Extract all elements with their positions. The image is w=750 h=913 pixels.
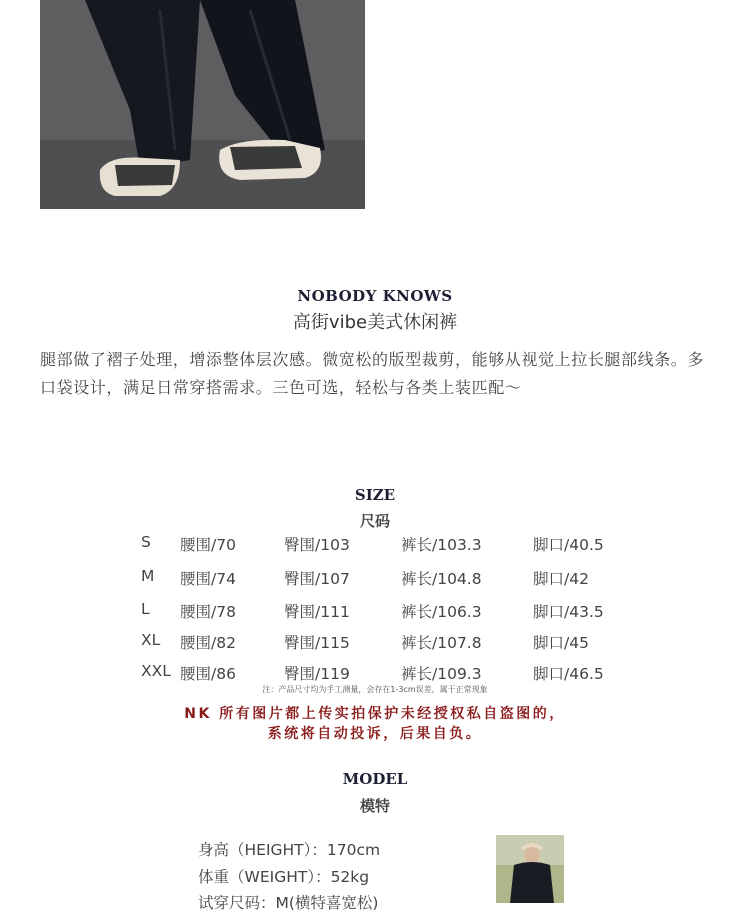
size-title-en: SIZE [354,486,396,504]
hip-value: 臀围/107 [284,570,350,588]
length-value: 裤长/104.8 [401,570,482,588]
length-value: 裤长/106.3 [401,603,482,621]
copyright-warning-line1: NK 所有图片都上传实拍保护未经授权私自盗图的， [184,706,566,722]
hem-value: 脚口/42 [533,570,589,588]
size-label: L [141,600,150,618]
hip-value: 臀围/111 [284,603,350,621]
hip-value: 臀围/115 [284,634,350,652]
hem-value: 脚口/40.5 [533,536,604,554]
waist-value: 腰围/86 [180,665,236,683]
hem-value: 脚口/45 [533,634,589,652]
measurement-note: 注：产品尺寸均为手工测量，会存在1-3cm误差，属于正常现象 [262,685,488,694]
product-subtitle: 高街vibe美式休闲裤 [292,312,458,333]
brand-title: NOBODY KNOWS [297,287,453,305]
model-height: 身高（HEIGHT）：170cm [198,841,381,859]
hem-value: 脚口/43.5 [533,603,604,621]
model-weight: 体重（WEIGHT）：52kg [198,868,370,886]
size-label: M [141,567,155,585]
waist-value: 腰围/82 [180,634,236,652]
hem-value: 脚口/46.5 [533,665,604,683]
product-photo [40,0,365,209]
size-label: XL [141,631,161,649]
size-row-xl [0,631,750,655]
size-label: XXL [141,662,171,680]
length-value: 裤长/107.8 [401,634,482,652]
length-value: 裤长/109.3 [401,665,482,683]
waist-value: 腰围/78 [180,603,236,621]
product-description: 腿部做了褶子处理，增添整体层次感。微宽松的版型裁剪，能够从视觉上拉长腿部线条。多口袋设计，满足日常穿搭需求。三色可选，轻松与各类上装匹配～ [40,350,705,397]
waist-value: 腰围/70 [180,536,236,554]
size-row-s [0,533,750,557]
size-title-zh: 尺码 [359,512,390,530]
size-row-l [0,600,750,624]
length-value: 裤长/103.3 [401,536,482,554]
size-row-xxl [0,662,750,686]
copyright-warning-line2: 系统将自动投诉，后果自负。 [267,726,483,742]
waist-value: 腰围/74 [180,570,236,588]
model-title-zh: 模特 [359,797,390,815]
model-fit-size: 试穿尺码：M(横特喜宽松) [198,894,379,912]
hip-value: 臀围/119 [284,665,350,683]
model-photo [496,835,564,903]
model-title-en: MODEL [342,770,408,788]
size-row-m [0,567,750,591]
hip-value: 臀围/103 [284,536,350,554]
size-label: S [141,533,151,551]
